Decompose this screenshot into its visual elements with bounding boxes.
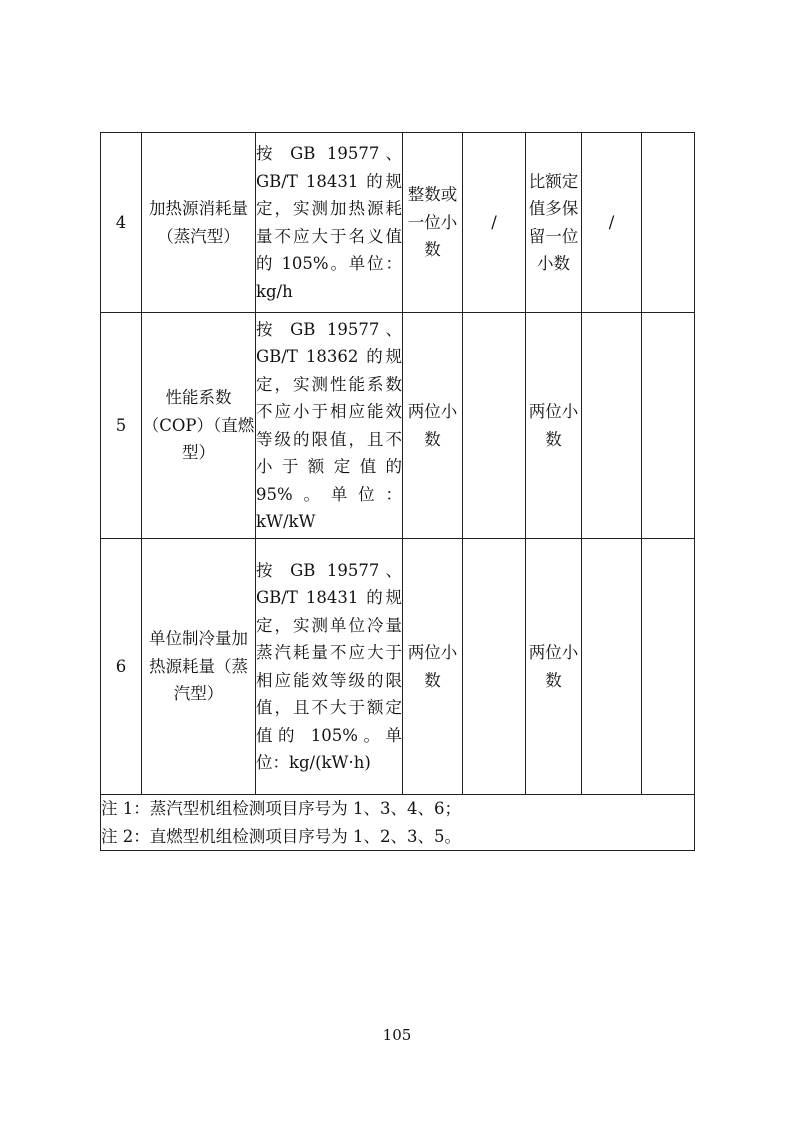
row-number: 5 (101, 313, 142, 539)
requirement-text: 按 GB 19577、GB/T 18431 的规定，实测加热源耗量不应大于名义值的 105%。单位：kg/h (256, 133, 403, 313)
item-name: 性能系数（COP）（直燃型） (142, 313, 256, 539)
precision-cell: 两位小数 (526, 539, 582, 795)
table-row (101, 539, 695, 795)
value-cell (642, 313, 695, 539)
value-cell (582, 539, 642, 795)
row-number: 6 (101, 539, 142, 795)
notes-row (101, 795, 695, 851)
value-cell: / (463, 133, 526, 313)
value-cell (582, 313, 642, 539)
note-2: 注 2：直燃型机组检测项目序号为 1、2、3、5。 (101, 826, 461, 846)
precision-cell: 整数或一位小数 (403, 133, 463, 313)
table-row (101, 313, 695, 539)
precision-cell: 两位小数 (403, 313, 463, 539)
note-1: 注 1：蒸汽型机组检测项目序号为 1、3、4、6； (101, 799, 461, 818)
value-cell: / (582, 133, 642, 313)
row-number: 4 (101, 133, 142, 313)
precision-cell: 比额定值多保留一位小数 (526, 133, 582, 313)
item-name: 单位制冷量加热源耗量（蒸汽型） (142, 539, 256, 795)
page-number: 105 (382, 1026, 412, 1044)
requirement-text: 按 GB 19577、GB/T 18431 的规定，实测单位冷量蒸汽耗量不应大于相应能效等级的限值，且不大于额定值的 105%。单位：kg/(kW·h) (256, 539, 403, 795)
value-cell (642, 539, 695, 795)
precision-cell: 两位小数 (526, 313, 582, 539)
precision-cell: 两位小数 (403, 539, 463, 795)
table-notes (101, 795, 695, 851)
spec-table (100, 132, 695, 851)
requirement-text: 按 GB 19577、GB/T 18362 的规定，实测性能系数不应小于相应能效等级的限值，且不小于额定值的 95%。单位：kW/kW (256, 313, 403, 539)
value-cell (463, 313, 526, 539)
value-cell (463, 539, 526, 795)
table-row (101, 133, 695, 313)
item-name: 加热源消耗量（蒸汽型） (142, 133, 256, 313)
value-cell (642, 133, 695, 313)
